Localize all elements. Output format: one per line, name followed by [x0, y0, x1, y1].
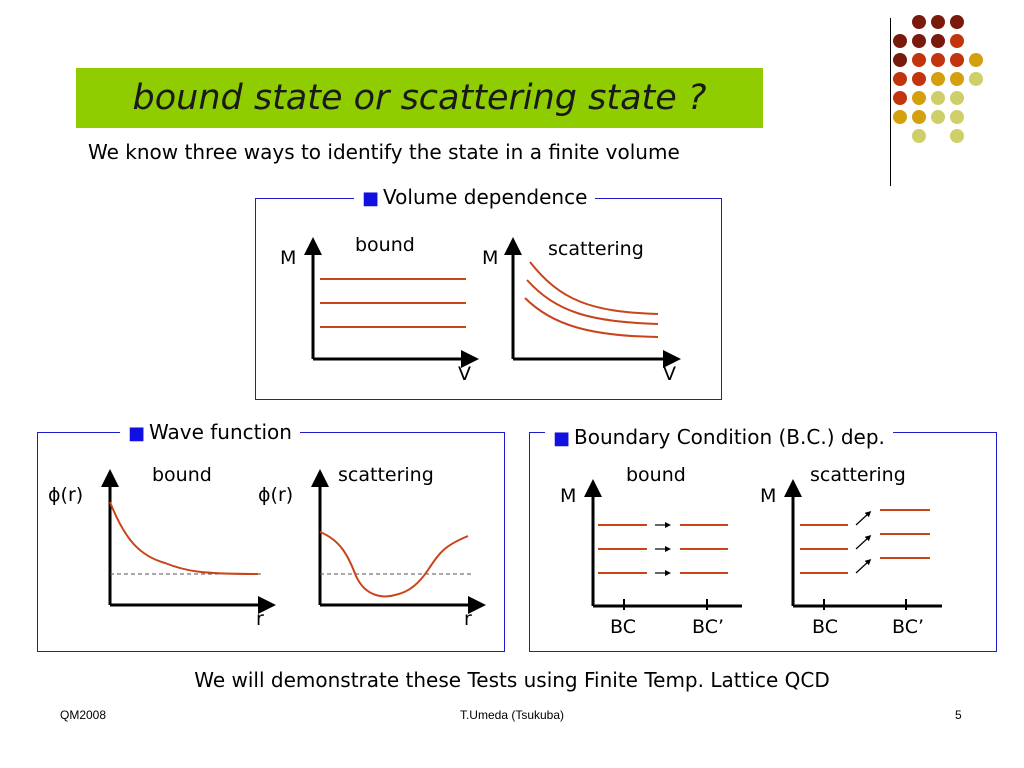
wave-bound-label: bound	[152, 464, 212, 486]
bc-heading-text: Boundary Condition (B.C.) dep.	[574, 425, 885, 449]
slide-title: bound state or scattering state ?	[132, 78, 707, 118]
bc-scattering-arrows	[856, 513, 869, 573]
bc-scattering-label: scattering	[810, 464, 906, 486]
wave-scattering-x-label: r	[464, 608, 472, 630]
volume-scattering-axes	[513, 246, 672, 359]
footer-center: T.Umeda (Tsukuba)	[459, 708, 565, 722]
wave-bound-axes	[110, 478, 267, 605]
bullet-square-icon: ■	[553, 428, 571, 449]
volume-bound-x-label: V	[458, 363, 471, 385]
conclusion-text: We will demonstrate these Tests using Finite Temp. Lattice QCD	[194, 668, 830, 692]
wave-heading-text: Wave function	[149, 420, 292, 444]
bc-bound-y-label: M	[560, 485, 577, 507]
wave-bound-curve	[110, 502, 258, 574]
volume-scattering-x-label: V	[663, 363, 676, 385]
volume-heading-text: Volume dependence	[383, 185, 588, 209]
bc-bound-tick-bc: BC	[610, 616, 636, 638]
bullet-square-icon: ■	[128, 423, 146, 444]
wave-bound-y-label: ϕ(r)	[48, 484, 84, 506]
bc-scattering-y-label: M	[760, 485, 777, 507]
footer-left: QM2008	[60, 708, 107, 722]
footer-page-number: 5	[955, 708, 962, 722]
volume-bound-label: bound	[355, 234, 415, 256]
volume-scattering-y-label: M	[482, 247, 499, 269]
volume-scattering-curves	[525, 262, 658, 337]
bc-bound-label: bound	[626, 464, 686, 486]
wave-bound-x-label: r	[256, 608, 264, 630]
wave-scattering-y-label: ϕ(r)	[258, 484, 294, 506]
volume-bound-levels	[320, 279, 466, 327]
bullet-square-icon: ■	[362, 188, 380, 209]
bc-scattering-tick-bc-prime: BC’	[892, 616, 925, 638]
bc-bound-arrows	[655, 525, 668, 573]
volume-scattering-label: scattering	[548, 238, 644, 260]
volume-bound-y-label: M	[280, 247, 297, 269]
wave-scattering-curve	[320, 532, 468, 596]
slide-subtitle: We know three ways to identify the state in a finite volume	[88, 140, 680, 164]
wave-scattering-axes	[320, 478, 477, 605]
wave-scattering-label: scattering	[338, 464, 434, 486]
bc-scattering-tick-bc: BC	[812, 616, 838, 638]
bc-bound-tick-bc-prime: BC’	[692, 616, 725, 638]
